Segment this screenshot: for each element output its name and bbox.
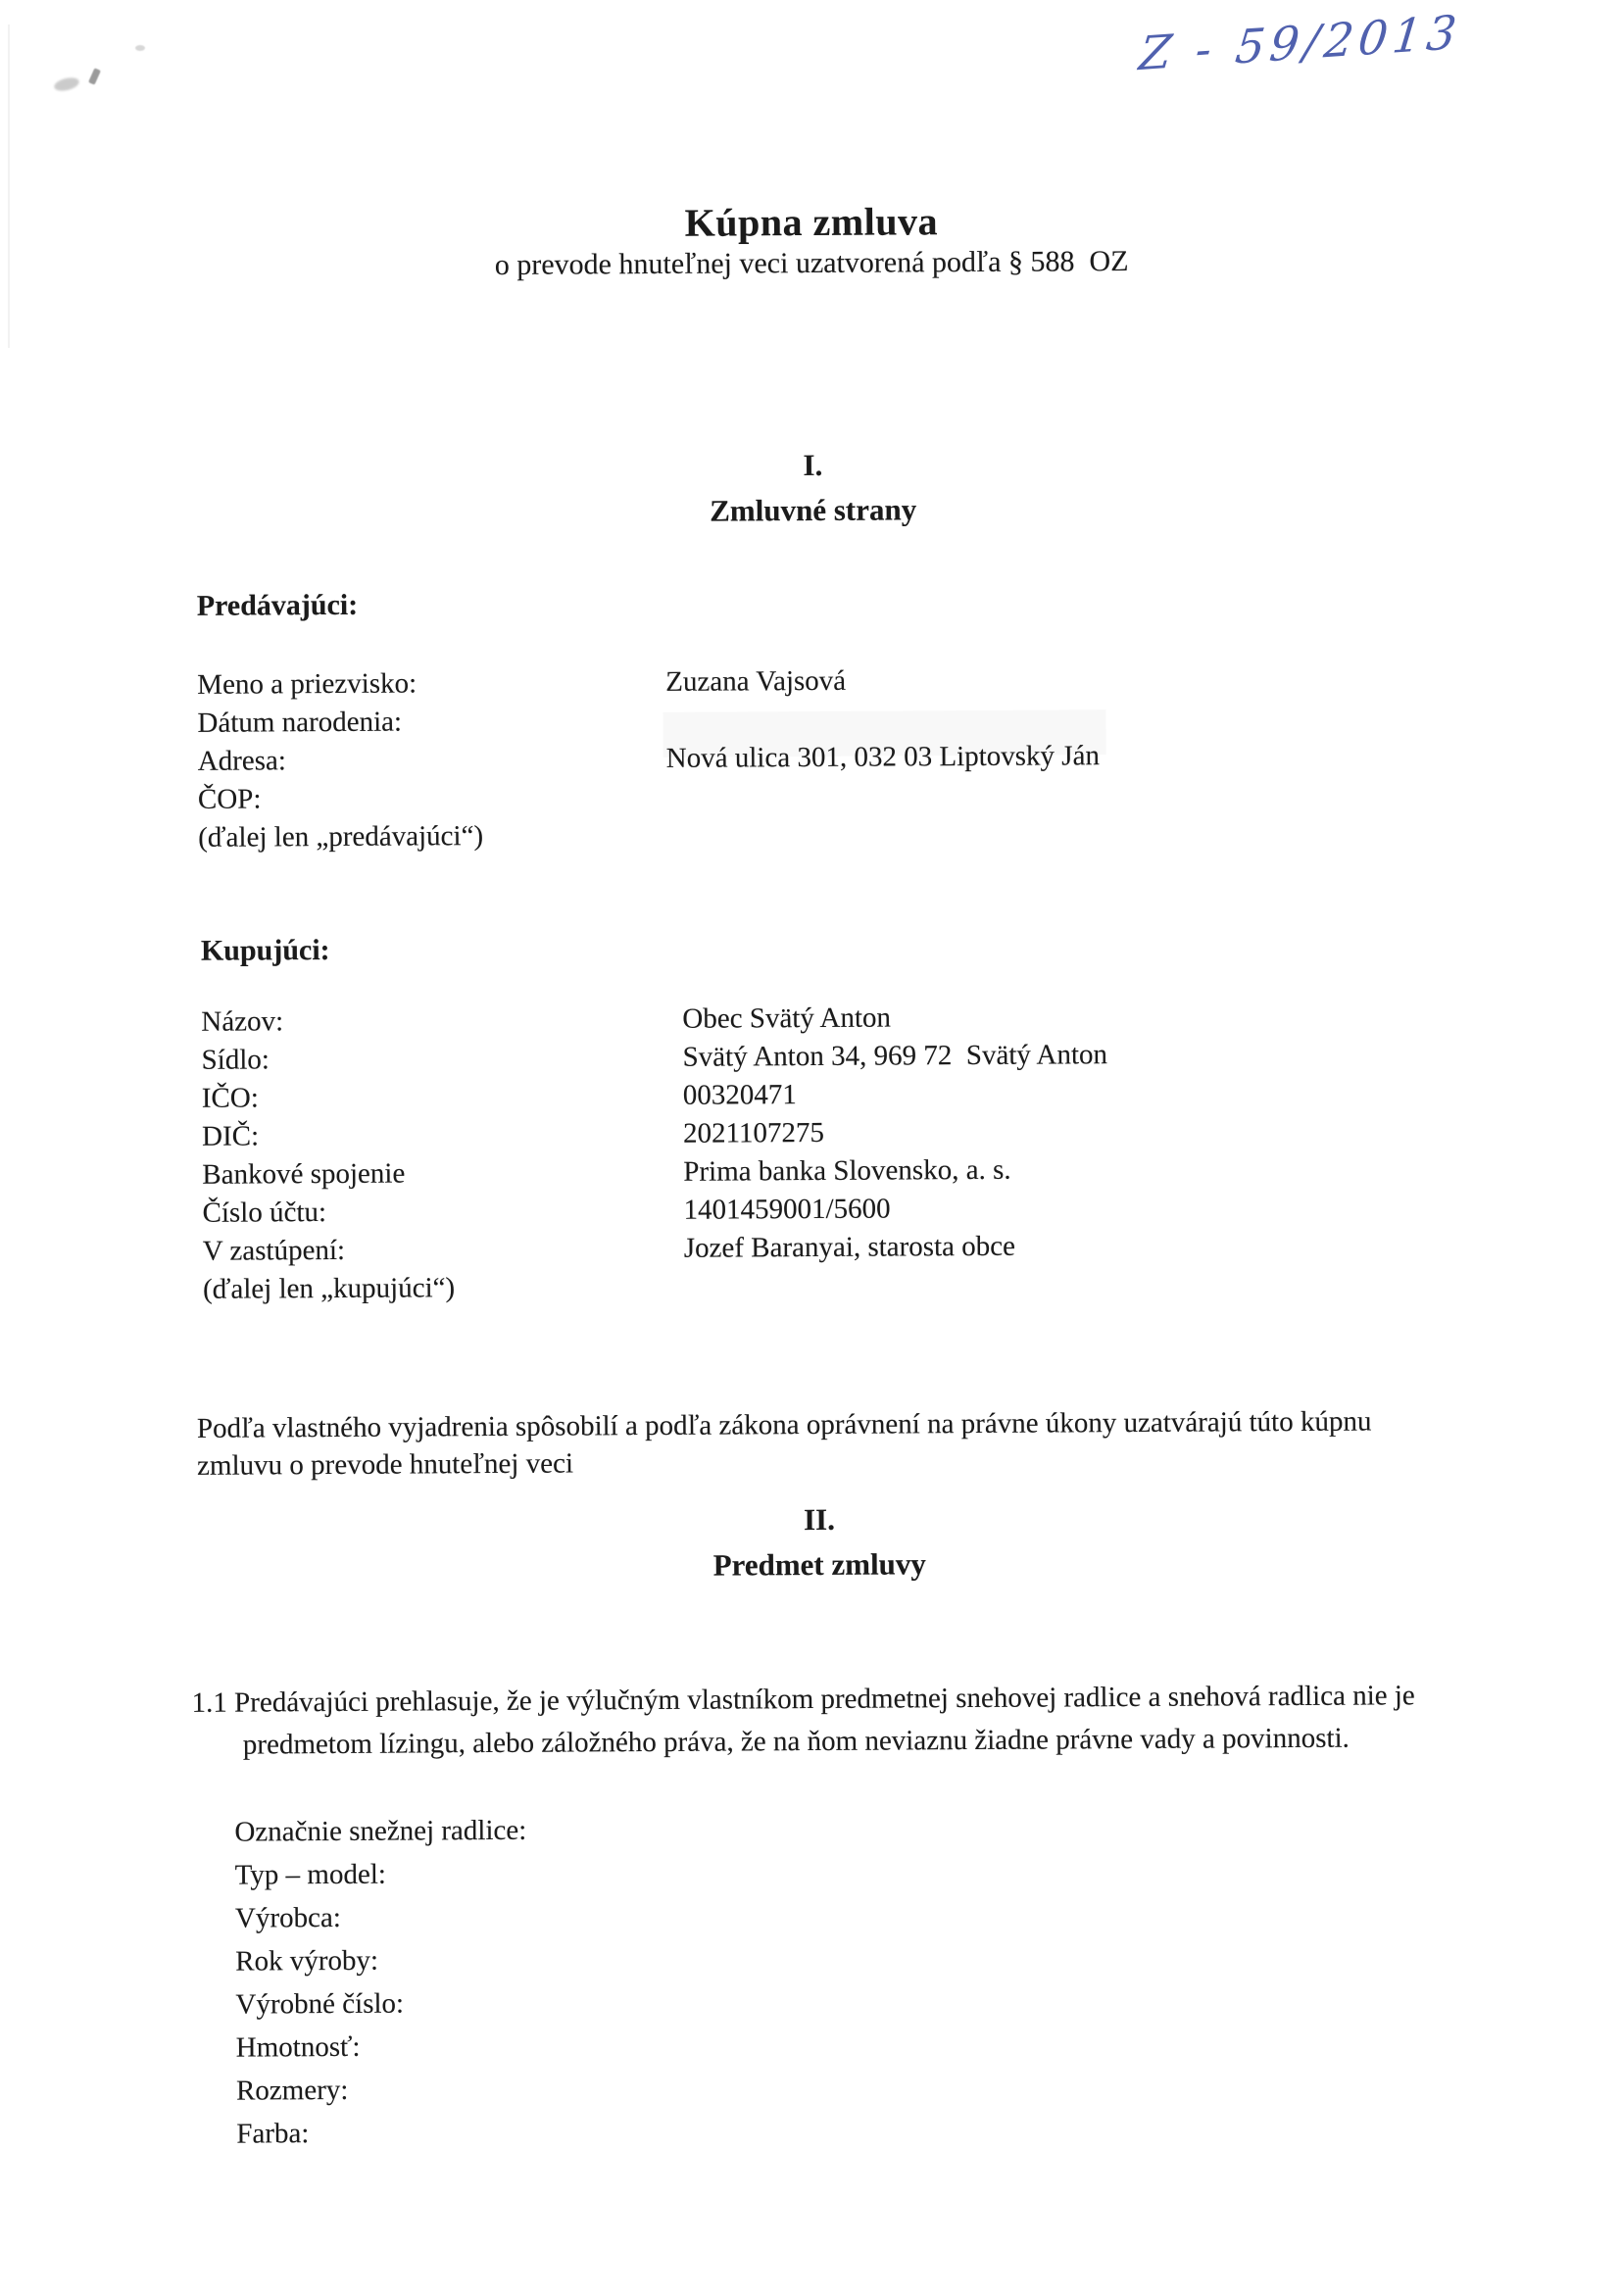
buyer-alias-note: (ďalej len „kupujúci“)	[202, 1272, 456, 1305]
document-title: Kúpna zmluva	[684, 199, 939, 245]
buyer-field-label: Sídlo:	[201, 1044, 270, 1076]
seller-alias-note: (ďalej len „predávajúci“)	[198, 820, 484, 854]
buyer-field-value: 2021107275	[682, 1116, 825, 1149]
snowplow-spec-fields	[234, 1809, 528, 2156]
document-subtitle: o prevode hnuteľnej veci uzatvorená podľa § 588 OZ	[494, 245, 1129, 281]
buyer-field-label: IČO:	[201, 1082, 259, 1114]
seller-field-value: Zuzana Vajsová	[665, 664, 847, 698]
section-1-header	[3, 438, 1620, 538]
spec-field-label: Označnie snežnej radlice:	[234, 1814, 527, 1848]
seller-details	[197, 659, 1423, 857]
seller-heading: Predávajúci:	[196, 588, 359, 622]
clause-number: 1.1	[191, 1686, 227, 1719]
spec-field-label: Rozmery:	[235, 2074, 349, 2107]
buyer-field-value: 00320471	[682, 1079, 797, 1111]
buyer-field-value: Prima banka Slovensko, a. s.	[683, 1153, 1011, 1188]
buyer-field-label: DIČ:	[201, 1120, 260, 1152]
clause-text: Predávajúci prehlasuje, že je výlučným vlastníkom predmetnej snehovej radlice a snehová radlica nie je predmetom lízingu, alebo záložného práva, že na ňom neviaznu žiadne právne vady a povinnosti.	[234, 1680, 1415, 1761]
seller-field-value	[666, 773, 1423, 816]
buyer-field-label: Bankové spojenie	[202, 1157, 406, 1191]
spec-field-label: Farba:	[236, 2118, 310, 2150]
spec-field-label: Typ – model:	[234, 1858, 387, 1891]
buyer-field-value: 1401459001/5600	[683, 1193, 891, 1226]
section-2-heading: Predmet zmluvy	[712, 1546, 926, 1583]
clause-1-1	[191, 1675, 1505, 1767]
handwritten-registry-number: Z - 59/2013	[1136, 5, 1464, 82]
seller-field-value	[666, 811, 1423, 855]
buyer-heading: Kupujúci:	[200, 934, 330, 967]
seller-field-label: Adresa:	[197, 745, 287, 777]
seller-field-value: Nová ulica 301, 032 03 Liptovský Ján	[665, 740, 1101, 774]
buyer-field-value: Obec Svätý Anton	[682, 1001, 892, 1035]
buyer-details	[201, 996, 1428, 1309]
section-2-numeral: II.	[803, 1501, 836, 1538]
section-1-heading: Zmluvné strany	[710, 492, 917, 528]
section-2-header	[9, 1492, 1620, 1592]
spec-field-label: Výrobné číslo:	[235, 1987, 405, 2021]
buyer-field-value	[684, 1263, 1428, 1306]
spec-field-label: Hmotnosť:	[235, 2030, 361, 2064]
buyer-field-label: Číslo účtu:	[202, 1197, 327, 1229]
seller-field-label: Meno a priezvisko:	[197, 667, 417, 701]
seller-field-value	[665, 697, 1422, 740]
parties-capacity-paragraph: Podľa vlastného vyjadrenia spôsobilí a podľa zákona oprávnení na právne úkony uzatvárajú túto kúpnu zmluvu o prevode hnuteľnej veci	[196, 1405, 1372, 1482]
section-1-numeral: I.	[803, 447, 823, 483]
seller-field-label: Dátum narodenia:	[197, 706, 403, 739]
seller-field-label: ČOP:	[197, 783, 262, 815]
buyer-field-label: Názov:	[201, 1005, 284, 1038]
spec-field-label: Rok výroby:	[235, 1944, 379, 1978]
buyer-field-label: V zastúpení:	[202, 1234, 346, 1267]
buyer-field-value: Jozef Baranyai, starosta obce	[683, 1230, 1016, 1264]
spec-field-label: Výrobca:	[234, 1901, 341, 1934]
buyer-field-value: Svätý Anton 34, 969 72 Svätý Anton	[682, 1039, 1108, 1073]
